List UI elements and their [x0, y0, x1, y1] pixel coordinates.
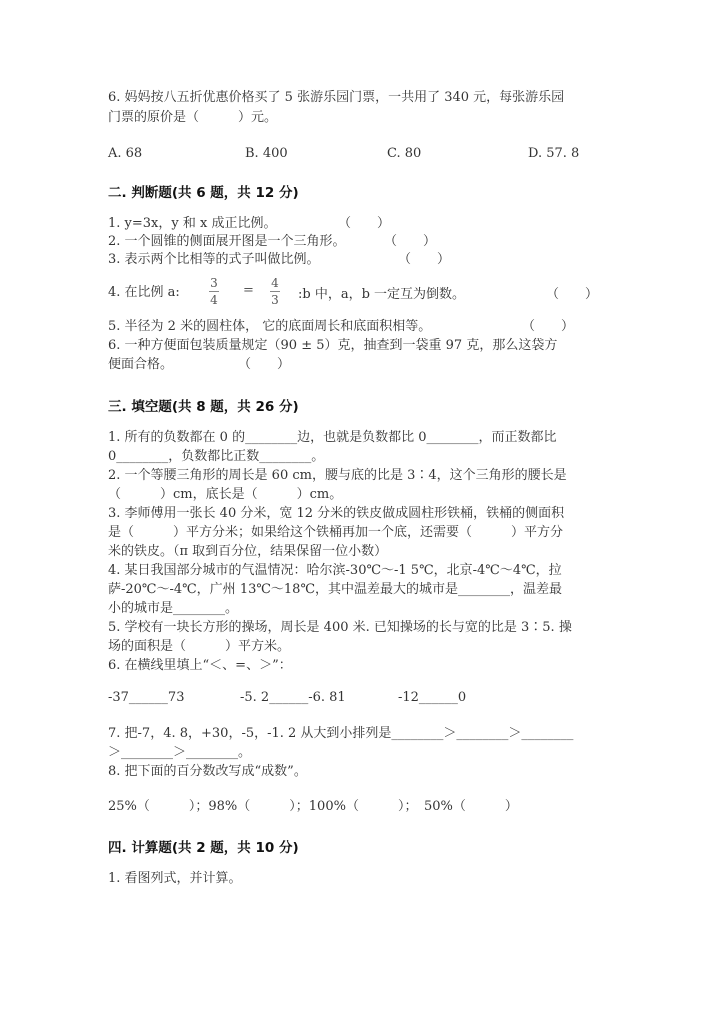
denominator: 4: [210, 293, 218, 307]
denominator: 3: [271, 293, 279, 307]
question-6-line-2: 门票的原价是（ ）元。: [108, 110, 278, 125]
answer-paren: （ ）: [398, 252, 451, 267]
compare-item-1: -37______73: [108, 690, 185, 705]
calc-q1: 1. 看图列式，并计算。: [108, 871, 242, 886]
option-b: B. 400: [245, 146, 288, 161]
judge-item-2: [108, 232, 437, 251]
section-4-heading: 四. 计算题(共 2 题，共 10 分): [108, 840, 299, 856]
fill-q7-line-2: ＞________＞________。: [108, 745, 252, 760]
judge-item-6-text: 便面合格。: [108, 357, 174, 372]
fill-q8: 8. 把下面的百分数改写成“成数”。: [108, 764, 307, 779]
option-c: C. 80: [387, 146, 422, 161]
answer-paren: （ ）: [546, 287, 599, 302]
equals-sign: =: [243, 283, 254, 298]
fill-line: （ ）cm，底长是（ ）cm。: [108, 487, 343, 502]
judge-item-5: [108, 317, 575, 336]
judge-item-5-text: 5. 半径为 2 米的圆柱体， 它的底面周长和底面积相等。: [108, 319, 432, 334]
judge-item-6-line-2: [108, 355, 291, 374]
judge-item-2-text: 2. 一个圆锥的侧面展开图是一个三角形。: [108, 234, 346, 249]
answer-paren: （ ）: [522, 319, 575, 334]
fill-line: 米的铁皮。（π 取到百分位，结果保留一位小数）: [108, 544, 388, 559]
answer-paren: （ ）: [238, 357, 291, 372]
judge-item-6-line-1: 6. 一种方便面包装质量规定（90 ± 5）克，抽查到一袋重 97 克，那么这袋方: [108, 338, 558, 353]
fill-line: 是（ ）平方分米；如果给这个铁桶再加一个底，还需要（ ）平方分: [108, 525, 564, 540]
judge-item-1-text: 1. y=3x，y 和 x 成正比例。: [108, 216, 277, 231]
fraction-4-3: [270, 276, 280, 307]
fraction-bar: [270, 291, 280, 292]
fill-line: 1. 所有的负数都在 0 的________边，也就是负数都比 0________，而正数都比: [108, 430, 557, 445]
numerator: 3: [210, 276, 218, 290]
judge-item-4-prefix: 4. 在比例 a:: [108, 285, 180, 300]
judge-item-1: [108, 214, 391, 233]
fill-line: 3. 李师傅用一张长 40 分米，宽 12 分米的铁皮做成圆柱形铁桶，铁桶的侧面积: [108, 506, 565, 521]
percent-items: 25%（ ）；98%（ ）；100%（ ）； 50%（ ）: [108, 799, 518, 814]
fraction-3-4: [209, 276, 219, 307]
compare-item-2: -5. 2______-6. 81: [240, 690, 346, 705]
option-a: A. 68: [108, 146, 143, 161]
fill-q7-line-1: 7. 把-7，4. 8，+30，-5，-1. 2 从大到小排列是________＞________＞________: [108, 726, 574, 741]
fill-line: 2. 一个等腰三角形的周长是 60 cm，腰与底的比是 3∶4，这个三角形的腰长是: [108, 468, 567, 483]
judge-item-3-text: 3. 表示两个比相等的式子叫做比例。: [108, 252, 320, 267]
option-d: D. 57. 8: [528, 146, 580, 161]
judge-item-3: [108, 250, 451, 269]
fill-line: 场的面积是（ ）平方米。: [108, 639, 291, 654]
judge-item-4-suffix: :b 中，a，b 一定互为倒数。: [298, 287, 466, 302]
section-3-heading: 三. 填空题(共 8 题，共 26 分): [108, 399, 299, 415]
fill-line: 6. 在横线里填上“＜、=、＞”：: [108, 658, 292, 673]
fill-line: 萨-20℃～-4℃，广州 13℃～18℃，其中温差最大的城市是________，温差最: [108, 582, 562, 597]
compare-item-3: -12______0: [398, 690, 467, 705]
fraction-bar: [209, 291, 219, 292]
fill-line: 5. 学校有一块长方形的操场，周长是 400 米. 已知操场的长与宽的比是 3∶5. 操: [108, 620, 572, 635]
fill-line: 小的城市是________。: [108, 601, 239, 616]
numerator: 4: [271, 276, 279, 290]
answer-paren: （ ）: [384, 234, 437, 249]
fill-line: 0________，负数都比正数________。: [108, 449, 325, 464]
question-6-line-1: 6. 妈妈按八五折优惠价格买了 5 张游乐园门票，一共用了 340 元，每张游乐园: [108, 90, 565, 105]
section-2-heading: 二. 判断题(共 6 题，共 12 分): [108, 185, 299, 201]
answer-paren: （ ）: [338, 216, 391, 231]
fill-line: 4. 某日我国部分城市的气温情况：哈尔滨-30℃～-1 5℃，北京-4℃～4℃，拉: [108, 563, 562, 578]
